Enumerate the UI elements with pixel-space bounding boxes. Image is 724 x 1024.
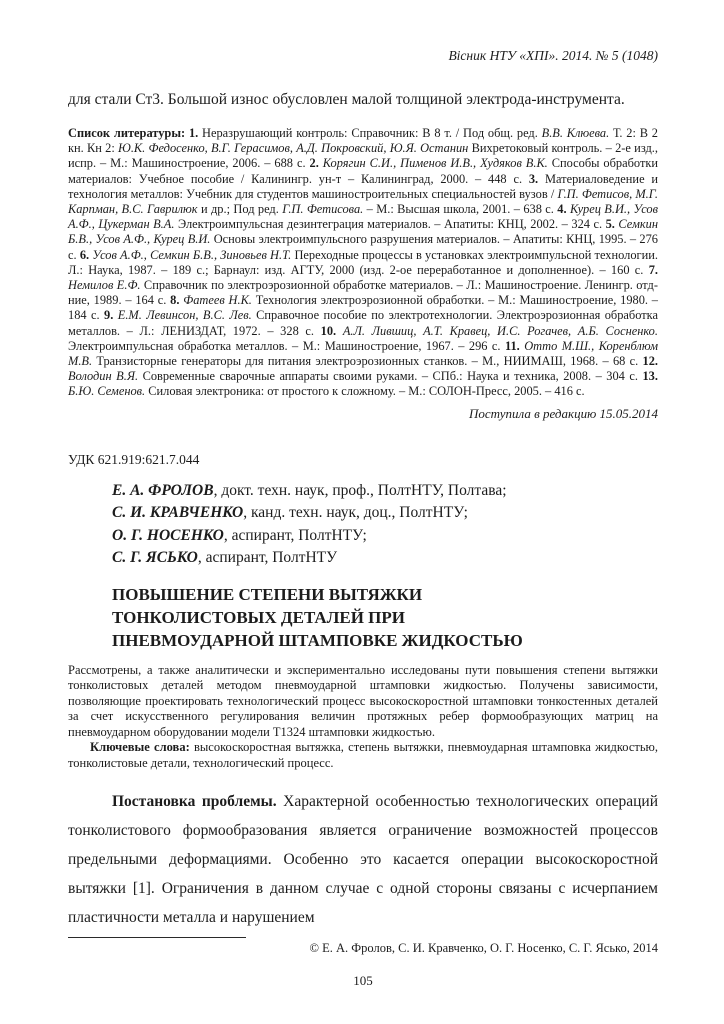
- abstract-text: Рассмотрены, а также аналитически и экспериментально исследованы пути повышения степени вытяжки тонколистовых деталей методом пневмоударной штамповки жидкостью. Получены зависимости, позволяющие проектировать технологический процесс высокоскоростной штамповки тонкостенных деталей за счет искусственного регулирования величин протяжных ребер формообразующих матриц на пневмоударном оборудовании модели Т1324 штамповки жидкостью.: [68, 662, 658, 739]
- body-paragraph: Постановка проблемы. Характерной особенностью технологических операций тонколистового формообразования является ограничение возможностей процессов предельными деформациями. Особенно это касается операции высокоскоростной вытяжки [1]. Ограничения в данном случае с одной стороны связаны с исчерпанием пластичности металла и нарушением: [68, 793, 658, 927]
- references-list: Список литературы: 1. Неразрушающий контроль: Справочник: В 8 т. / Под общ. ред. В.В. Клюева. Т. 2: В 2 кн. Кн 2: Ю.К. Федосенко, В.Г. Герасимов, А.Д. Покровский, Ю.Я. Останин Вихретоковый контроль. – 2-е изд., испр. – М.: Машиностроение, 2006. – 688 с. 2. Корягин С.И., Пименов И.В., Худяков В.К. Способы обработки материалов: Учебное пособие / Калинингр. ун-т – Калининград, 2000. – 448 с. 3. Материаловедение и технология металлов: Учебник для студентов машиностроительных специальностей вузов / Г.П. Фетисов, М.Г. Карпман, В.С. Гаврилюк и др.; Под ред. Г.П. Фетисова. – М.: Высшая школа, 2001. – 638 с. 4. Курец В.И., Усов А.Ф., Цукерман В.А. Электроимпульсная дезинтеграция материалов. – Апатиты: КНЦ, 2002. – 324 с. 5. Семкин Б.В., Усов А.Ф., Курец В.И. Основы электроимпульсного разрушения материалов. – Апатиты: КНЦ, 1995. – 276 с. 6. Усов А.Ф., Семкин Б.В., Зиновьев Н.Т. Переходные процессы в установках электроимпульсной технологии. Л.: Наука, 1987. – 189 с.; Барнаул: изд. АГТУ, 2000 (изд. 2-ое переработанное и дополненное). – 160 с. 7. Немилов Е.Ф. Справочник по электроэрозионной обработке материалов. – Л.: Машиностроение. Ленингр. отд-ние, 1989. – 164 с. 8. Фатеев Н.К. Технология электроэрозионной обработки. – М.: Машиностроение, 1980. – 184 с. 9. Е.М. Левинсон, В.С. Лев. Справочное пособие по электротехнологии. Электроэрозионная обработка металлов. – Л.: ЛЕНИЗДАТ, 1972. – 328 с. 10. А.Л. Лившиц, А.Т. Кравец, И.С. Рогачев, А.Б. Сосненко. Электроимпульсная обработка металлов. – М.: Машиностроение, 1967. – 296 с. 11. Отто М.Ш., Коренблюм М.В. Транзисторные генераторы для питания электроэрозионных станков. – М., НИИМАШ, 1968. – 68 с. 12. Володин В.Я. Современные сварочные аппараты своими руками. – СПб.: Наука и техника, 2008. – 304 с. 13. Б.Ю. Семенов. Силовая электроника: от простого к сложному. – М.: СОЛОН-Пресс, 2005. – 416 с.: [68, 126, 659, 399]
- author-line: О. Г. НОСЕНКО, аспирант, ПолтНТУ;: [112, 526, 367, 544]
- received-date-note: Поступила в редакцию 15.05.2014: [469, 405, 658, 421]
- footnote-rule: [68, 937, 246, 938]
- page-number: 105: [353, 973, 373, 989]
- copyright-line: © Е. А. Фролов, С. И. Кравченко, О. Г. Носенко, С. Г. Ясько, 2014: [309, 941, 658, 956]
- journal-header: Вісник НТУ «ХПІ». 2014. № 5 (1048): [448, 48, 658, 63]
- author-line: Е. А. ФРОЛОВ, докт. техн. наук, проф., ПолтНТУ, Полтава;: [112, 481, 507, 499]
- article-title: ПОВЫШЕНИЕ СТЕПЕНИ ВЫТЯЖКИ ТОНКОЛИСТОВЫХ ДЕТАЛЕЙ ПРИ ПНЕВМОУДАРНОЙ ШТАМПОВКЕ ЖИДКОСТЬЮ: [112, 584, 523, 650]
- author-line: С. И. КРАВЧЕНКО, канд. техн. наук, доц., ПолтНТУ;: [112, 504, 468, 522]
- author-line: С. Г. ЯСЬКО, аспирант, ПолтНТУ: [112, 549, 338, 567]
- intro-paragraph: для стали Ст3. Большой износ обусловлен малой толщиной электрода-инструмента.: [68, 91, 625, 108]
- abstract-keywords: Ключевые слова: высокоскоростная вытяжка, степень вытяжки, пневмоударная штамповка жидкостью, тонколистовые детали, технологический процесс.: [68, 740, 658, 770]
- authors-block: [112, 480, 658, 570]
- udc-code: УДК 621.919:621.7.044: [68, 451, 200, 467]
